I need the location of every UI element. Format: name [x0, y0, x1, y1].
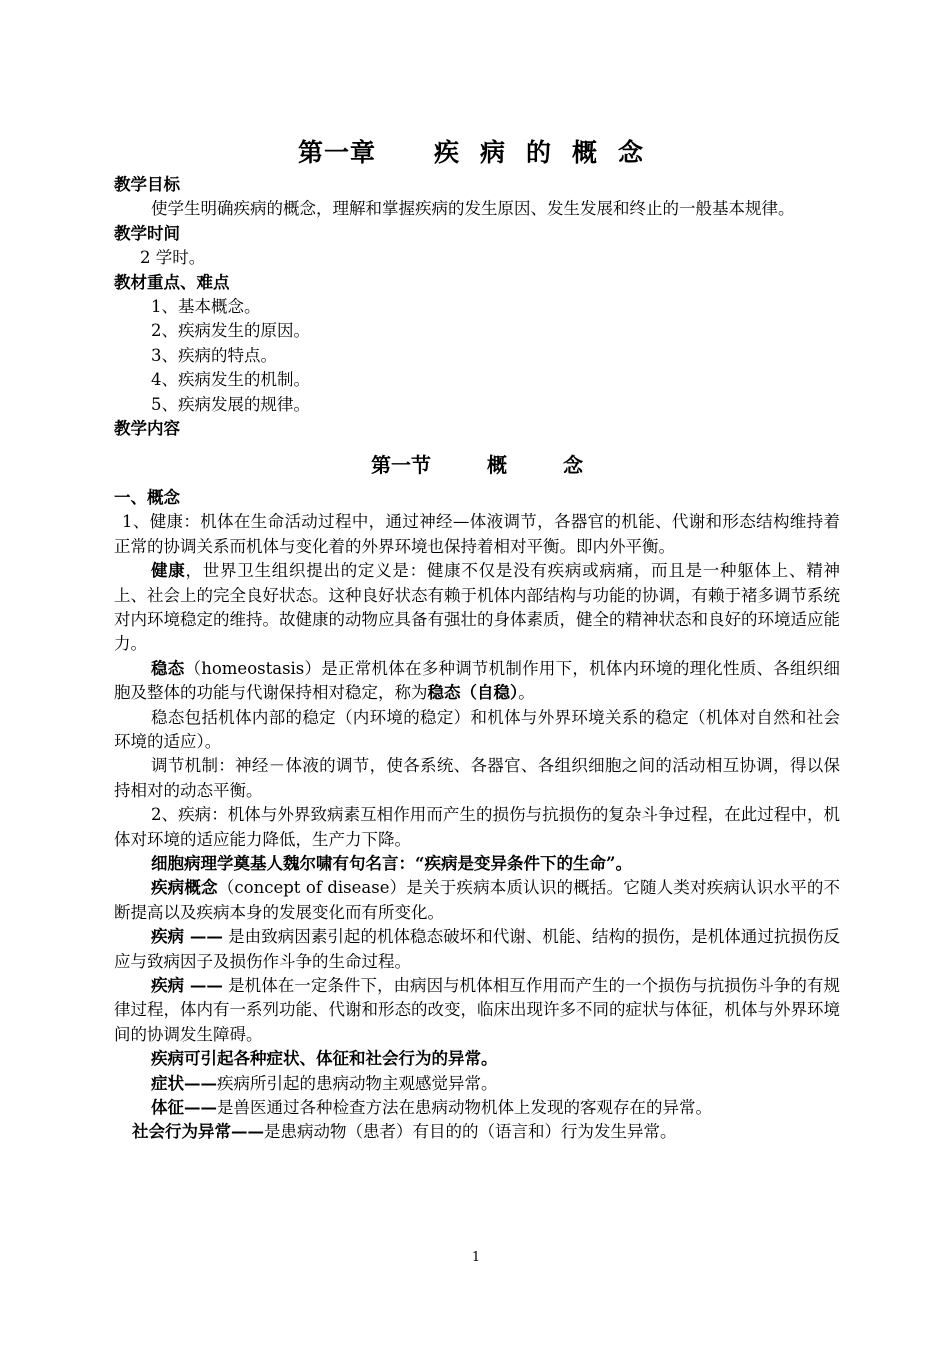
key-item: 5、疾病发展的规律。: [151, 394, 310, 414]
para-text: 。: [518, 683, 535, 703]
para-text: （concept of disease）是关于疾病本质认识的概括。它随人类对疾病认识水平的不断提高以及疾病本身的发展变化而有所变化。: [114, 878, 841, 922]
chapter-title: [0, 133, 952, 169]
section-char: 念: [563, 453, 583, 478]
time-text: 2 学时。: [140, 248, 206, 268]
term: 疾病 ——: [151, 976, 223, 995]
title-char: 念: [618, 138, 645, 167]
section-title: [114, 453, 840, 477]
content-heading: 教学内容: [114, 419, 180, 439]
section-char: 概: [487, 453, 507, 478]
term: 社会行为异常——: [132, 1122, 264, 1142]
para-disease-def-1: [114, 925, 840, 974]
para-text: 是兽医通过各种检查方法在患病动物机体上发现的客观存在的异常。: [217, 1098, 712, 1118]
key-item: 4、疾病发生的机制。: [151, 370, 310, 390]
para-text: 是机体在一定条件下，由病因与机体相互作用而产生的一个损伤与抗损伤斗争的有规律过程，体内有一系列功能、代谢和形态的改变，临床出现许多不同的症状与体征，机体与外界环境间的协调发生障碍。: [114, 976, 840, 1044]
para-disease: 2、疾病：机体与外界致病素互相作用而产生的损伤与抗损伤的复杂斗争过程，在此过程中，机体对环境的适应能力降低，生产力下降。: [114, 805, 840, 849]
title-char: 概: [572, 138, 599, 167]
para-virchow-quote: 细胞病理学奠基人魏尔啸有句名言：“疾病是变异条件下的生命”。: [151, 853, 632, 873]
para-disease-def-2: [114, 974, 840, 1047]
goal-heading: 教学目标: [114, 175, 180, 194]
term: 疾病 ——: [151, 927, 223, 947]
para-regulation: 调节机制：神经－体液的调节，使各系统、各器官、各组织细胞之间的活动相互协调，得以保持相对的动态平衡。: [114, 756, 840, 800]
term: 体征——: [151, 1098, 217, 1118]
section-number: 第一节: [371, 453, 431, 478]
para-symptom: [114, 1072, 840, 1096]
para-disease-concept: [114, 876, 840, 925]
para-sign: [114, 1096, 840, 1120]
time-heading: 教学时间: [114, 223, 180, 243]
term: 稳态（自稳）: [427, 683, 519, 703]
sub-heading: 一、概念: [114, 487, 180, 507]
para-text: ，世界卫生组织提出的定义是：健康不仅是没有疾病或病痛，而且是一种躯体上、精神上、社会上的完全良好状态。这种良好状态有赖于机体内部结构与功能的协调，有赖于褚多调节系统对内环境稳定的维持。故健康的动物应具备有强壮的身体素质，健全的精神状态和良好的环境适应能力。: [114, 561, 841, 654]
term: 健康: [151, 561, 186, 581]
key-item: 2、疾病发生的原因。: [151, 321, 310, 341]
para-homeostasis: [114, 657, 840, 706]
term: 症状——: [151, 1073, 217, 1093]
para-abnormalities: 疾病可引起各种症状、体征和社会行为的异常。: [151, 1049, 498, 1069]
para-text: 是患病动物（患者）有目的的（语言和）行为发生异常。: [264, 1122, 677, 1142]
para-text: 疾病所引起的患病动物主观感觉异常。: [217, 1073, 498, 1093]
para-health-who: [114, 559, 840, 657]
key-item: 1、基本概念。: [151, 297, 261, 317]
para-social-behavior: [114, 1120, 840, 1144]
key-item: 3、疾病的特点。: [151, 345, 277, 365]
title-char: 的: [526, 138, 553, 167]
term: 疾病概念: [151, 878, 218, 898]
chapter-number: 第一章: [297, 138, 376, 167]
term: 稳态: [151, 658, 185, 678]
page-number: 1: [471, 1250, 481, 1265]
goal-text: 使学生明确疾病的概念，理解和掌握疾病的发生原因、发生发展和终止的一般基本规律。: [151, 199, 795, 219]
title-char: 病: [479, 138, 506, 167]
document-body: [114, 173, 840, 1145]
para-text: 是由致病因素引起的机体稳态破坏和代谢、机能、结构的损伤，是机体通过抗损伤反应与致病因子及损伤作斗争的生命过程。: [114, 927, 840, 971]
para-text: （homeostasis）是正常机体在多种调节机制作用下，机体内环境的理化性质、各组织细胞及整体的功能与代谢保持相对稳定，称为: [114, 658, 840, 703]
key-heading: 教材重点、难点: [114, 272, 230, 292]
para-health: 1、健康：机体在生命活动过程中，通过神经—体液调节，各器官的机能、代谢和形态结构维持着正常的协调关系而机体与变化着的外界环境也保持着相对平衡。即内外平衡。: [114, 512, 840, 556]
title-char: 疾: [433, 138, 460, 167]
para-homeostasis-2: 稳态包括机体内部的稳定（内环境的稳定）和机体与外界环境关系的稳定（机体对自然和社会环境的适应）。: [114, 707, 840, 751]
